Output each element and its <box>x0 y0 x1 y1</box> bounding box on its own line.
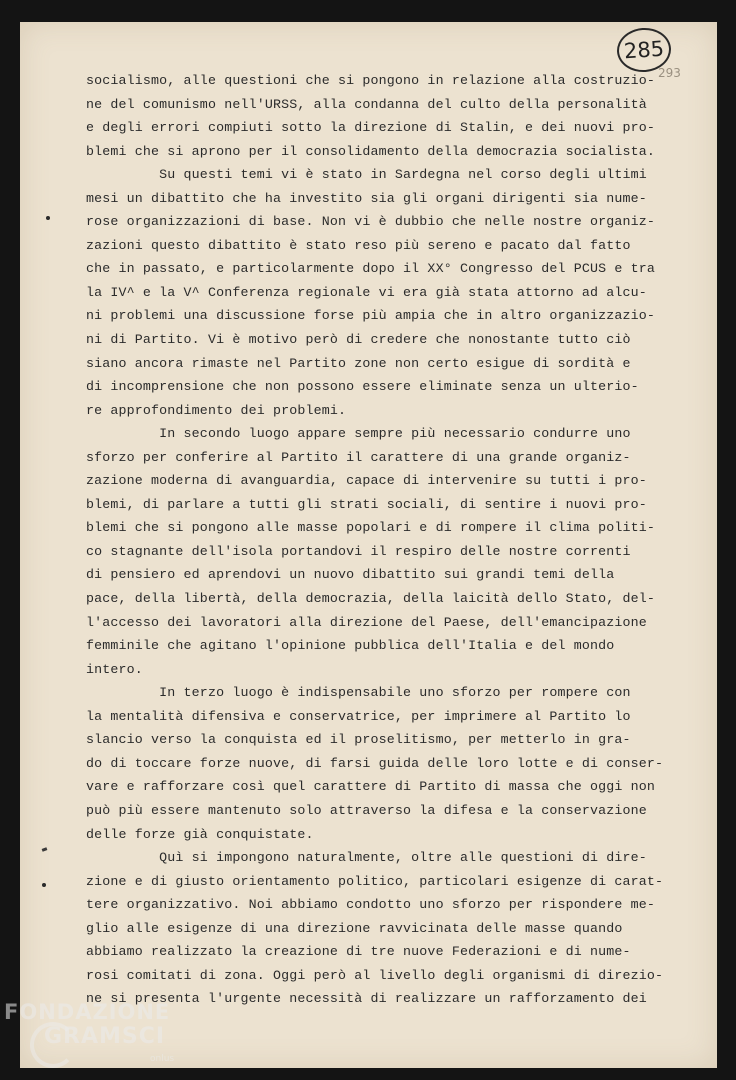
text-line: In secondo luogo appare sempre più necessario condurre uno <box>86 426 631 442</box>
text-line: blemi, di parlare a tutti gli strati sociali, di sentire i nuovi pro- <box>86 496 647 512</box>
text-line: socialismo, alle questioni che si pongono in relazione alla costruzio- <box>86 73 656 88</box>
text-line: Quì si impongono naturalmente, oltre alle questioni di dire- <box>86 850 647 866</box>
text-line: che in passato, e particolarmente dopo il XX° Congresso del PCUS e tra <box>86 261 656 277</box>
text-line: ne si presenta l'urgente necessità di realizzare un rafforzamento dei <box>86 991 647 1007</box>
text-line: e degli errori compiuti sotto la direzione di Stalin, e dei nuovi pro- <box>86 120 656 136</box>
typewritten-text <box>86 69 682 1011</box>
text-line: blemi che si pongono alle masse popolari e di rompere il clima politi- <box>86 520 656 536</box>
text-line: l'accesso dei lavoratori alla direzione del Paese, dell'emancipazione <box>86 614 647 630</box>
text-line: Su questi temi vi è stato in Sardegna nel corso degli ultimi <box>86 167 647 183</box>
text-line: di incomprensione che non possono essere eliminate senza un ulterio- <box>86 379 639 395</box>
text-line: zione e di giusto orientamento politico, particolari esigenze di carat- <box>86 873 664 889</box>
text-line: mesi un dibattito che ha investito sia gli organi dirigenti sia nume- <box>86 190 647 206</box>
text-line: ne del comunismo nell'URSS, alla condanna del culto della personalità <box>86 96 647 112</box>
text-line: rose organizzazioni di base. Non vi è dubbio che nelle nostre organiz- <box>86 214 656 230</box>
text-line: glio alle esigenze di una direzione ravvicinata delle masse quando <box>86 920 623 936</box>
margin-mark <box>42 883 46 887</box>
text-line: la IV^ e la V^ Conferenza regionale vi era già stata attorno ad alcu- <box>86 284 647 300</box>
text-line: blemi che si aprono per il consolidamento della democrazia socialista. <box>86 143 656 159</box>
text-line: tere organizzativo. Noi abbiamo condotto uno sforzo per rispondere me- <box>86 897 656 913</box>
text-line: co stagnante dell'isola portandovi il respiro delle nostre correnti <box>86 543 631 559</box>
text-line: femminile che agitano l'opinione pubblica dell'Italia e del mondo <box>86 638 615 654</box>
text-line: In terzo luogo è indispensabile uno sforzo per rompere con <box>86 685 631 701</box>
text-line: re approfondimento dei problemi. <box>86 402 347 418</box>
text-line: rosi comitati di zona. Oggi però al livello degli organismi di direzio- <box>86 967 664 983</box>
text-line: zazioni questo dibattito è stato reso più sereno e pacato dal fatto <box>86 237 631 253</box>
text-line: slancio verso la conquista ed il proselitismo, per metterlo in gra- <box>86 732 631 748</box>
text-line: pace, della libertà, della democrazia, della laicità dello Stato, del- <box>86 591 656 607</box>
text-line: può più essere mantenuto solo attraverso la difesa e la conservazione <box>86 802 647 818</box>
watermark-text: FONDAZIONE <box>4 1000 171 1024</box>
text-line: abbiamo realizzato la creazione di tre nuove Federazioni e di nume- <box>86 944 631 960</box>
text-line: di pensiero ed aprendovi un nuovo dibattito sui grandi temi della <box>86 567 615 583</box>
text-line: la mentalità difensiva e conservatrice, per imprimere al Partito lo <box>86 708 631 724</box>
text-line: siano ancora rimaste nel Partito zone non certo esigue di sordità e <box>86 355 631 371</box>
fondazione-gramsci-watermark <box>4 1000 204 1080</box>
text-line: intero. <box>86 661 143 677</box>
page-number-stamp: 285 <box>616 26 673 74</box>
watermark-text: onlus <box>150 1054 175 1064</box>
text-line: do di toccare forze nuove, di farsi guida delle loro lotte e di conser- <box>86 755 664 771</box>
text-line: vare e rafforzare così quel carattere di Partito di massa che oggi non <box>86 779 656 795</box>
text-line: delle forze già conquistate. <box>86 826 314 842</box>
text-line: zazione moderna di avanguardia, capace di intervenire su tutti i pro- <box>86 473 647 489</box>
text-line: ni problemi una discussione forse più ampia che in altro organizzazio- <box>86 308 656 324</box>
text-line: sforzo per conferire al Partito il carattere di una grande organiz- <box>86 449 631 465</box>
watermark-text: GRAMSCI <box>44 1024 166 1049</box>
margin-mark <box>46 216 50 220</box>
text-line: ni di Partito. Vi è motivo però di credere che nonostante tutto ciò <box>86 332 631 348</box>
page-number-faint: 293 <box>658 66 681 80</box>
